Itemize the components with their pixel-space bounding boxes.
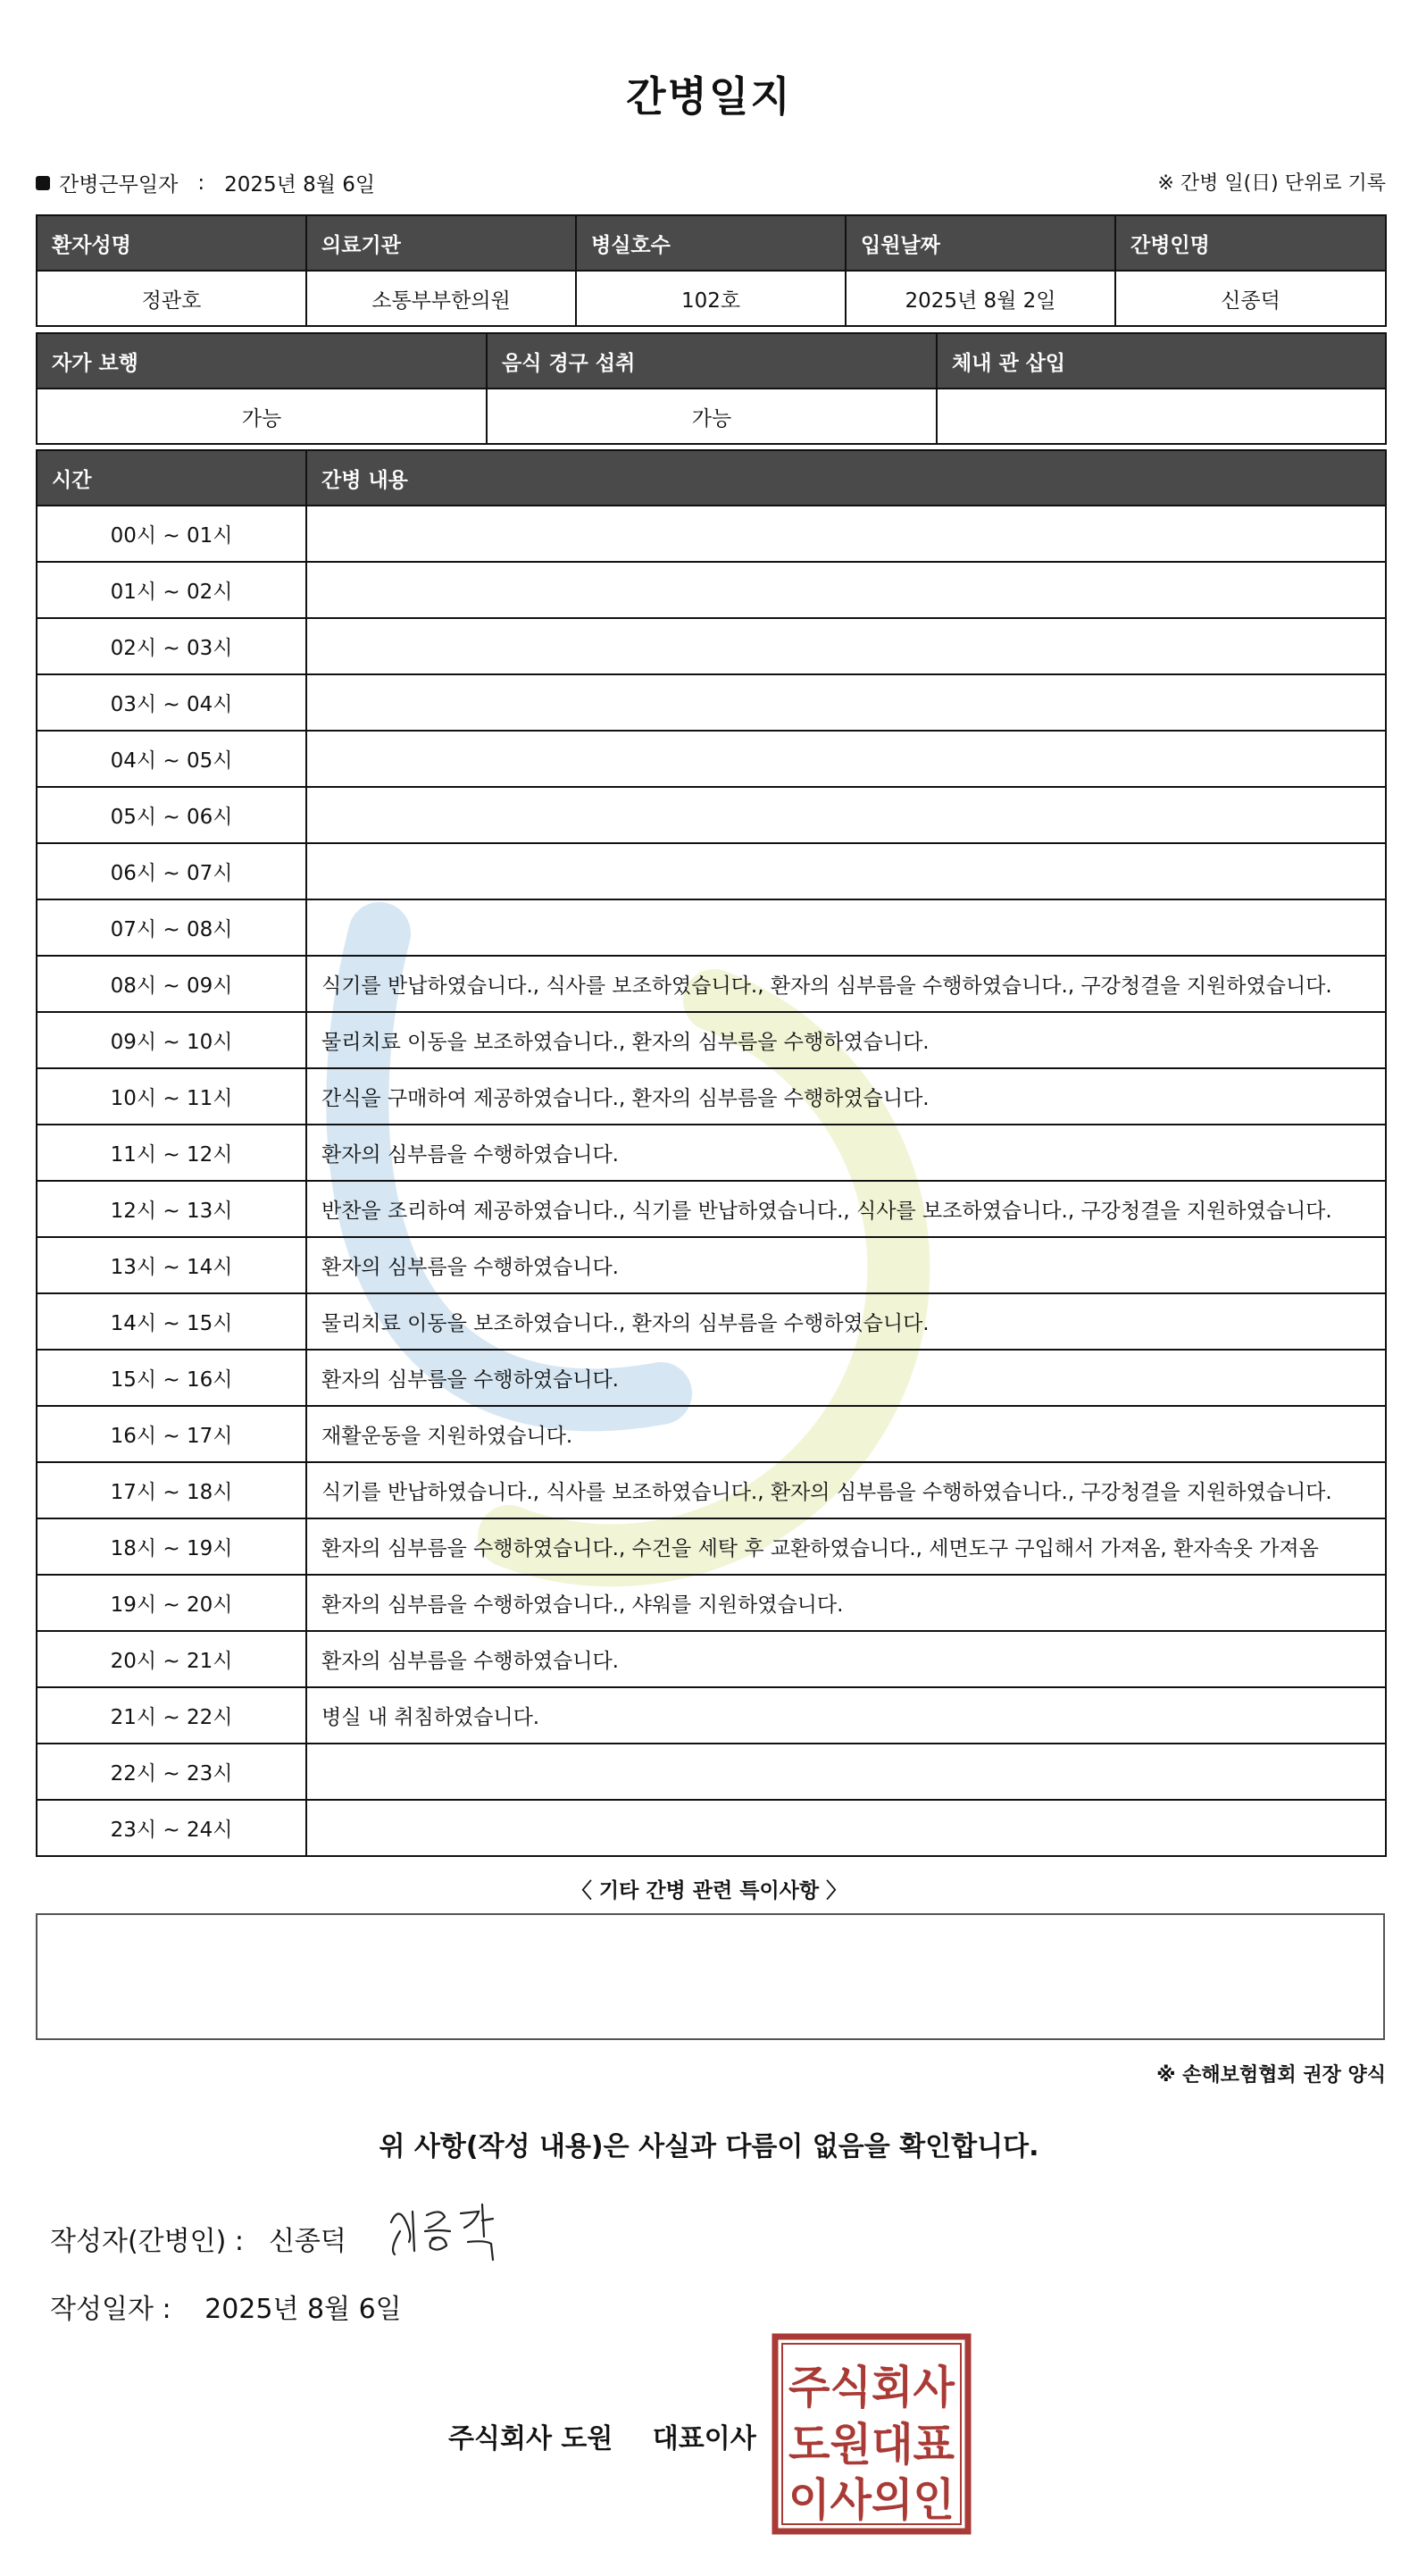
care-log-row [37,1068,1386,1125]
care-log-row [37,1181,1386,1237]
header-tube-insertion: 체내 관 삽입 [937,333,1386,389]
written-date-row [50,2287,402,2326]
care-log-time: 00시 ~ 01시 [37,506,306,562]
care-log-row [37,1462,1386,1518]
care-log-content: 환자의 심부름을 수행하였습니다. [306,1631,1386,1687]
room-number: 102호 [576,271,846,326]
care-log-content: 재활운동을 지원하였습니다. [306,1406,1386,1462]
care-log-content [306,674,1386,731]
work-date-label: 간병근무일자 [59,173,179,197]
care-log-time: 21시 ~ 22시 [37,1687,306,1744]
care-log-content: 반찬을 조리하여 제공하였습니다., 식기를 반납하였습니다., 식사를 보조하였습니다., 구강청결을 지원하였습니다. [306,1181,1386,1237]
oral-intake-value: 가능 [487,389,937,444]
care-log-content: 식기를 반납하였습니다., 식사를 보조하였습니다., 환자의 심부름을 수행하였습니다., 구강청결을 지원하였습니다. [306,956,1386,1012]
form-note: ※ 손해보험협회 권장 양식 [1156,2064,1386,2087]
patient-info-value-row [37,271,1386,326]
header-care-content: 간병 내용 [306,450,1386,506]
care-log-content [306,787,1386,843]
caregiver-name: 신종덕 [1115,271,1386,326]
care-log-time: 18시 ~ 19시 [37,1518,306,1575]
care-log-row [37,1350,1386,1406]
care-log-time: 10시 ~ 11시 [37,1068,306,1125]
care-log-time: 07시 ~ 08시 [37,899,306,956]
care-log-row [37,899,1386,956]
care-log-row [37,1744,1386,1800]
work-date-separator: : [197,171,205,195]
unit-note: ※ 간병 일(日) 단위로 기록 [1157,172,1386,195]
care-log-time: 01시 ~ 02시 [37,562,306,618]
medical-institution: 소통부부한의원 [306,271,576,326]
bullet-square-icon [36,176,50,190]
patient-status-value-row [37,389,1386,444]
company-title: 대표이사 [652,2423,756,2455]
patient-status-table [36,332,1387,445]
care-log-row [37,956,1386,1012]
company-signoff [448,2416,756,2455]
writer-row [50,2219,346,2258]
patient-name: 정관호 [37,271,306,326]
document-title: 간병일지 [626,72,792,121]
care-log-row [37,618,1386,674]
care-log-content [306,618,1386,674]
header-time: 시간 [37,450,306,506]
care-log-header-row [37,450,1386,506]
company-name: 주식회사 도원 [448,2423,613,2455]
care-log-row [37,731,1386,787]
care-log-content: 간식을 구매하여 제공하였습니다., 환자의 심부름을 수행하였습니다. [306,1068,1386,1125]
care-log-row [37,562,1386,618]
care-log-content [306,506,1386,562]
care-log-content [306,562,1386,618]
writer-name: 신종덕 [268,2226,346,2257]
header-caregiver-name: 간병인명 [1115,215,1386,271]
care-log-time: 02시 ~ 03시 [37,618,306,674]
tube-insertion-value [937,389,1386,444]
care-log-time: 11시 ~ 12시 [37,1125,306,1181]
care-log-content: 환자의 심부름을 수행하였습니다. [306,1237,1386,1293]
writer-label: 작성자(간병인) : [50,2226,244,2257]
care-log-row [37,1237,1386,1293]
work-date-row [36,168,375,197]
care-log-row [37,1800,1386,1856]
care-log-content [306,843,1386,899]
care-log-content [306,899,1386,956]
care-log-content: 환자의 심부름을 수행하였습니다. [306,1350,1386,1406]
care-log-time: 08시 ~ 09시 [37,956,306,1012]
patient-info-header-row [37,215,1386,271]
care-log-time: 23시 ~ 24시 [37,1800,306,1856]
header-patient-name: 환자성명 [37,215,306,271]
patient-status-header-row [37,333,1386,389]
care-log-content: 환자의 심부름을 수행하였습니다. [306,1125,1386,1181]
care-log-row [37,1125,1386,1181]
care-log-content: 환자의 심부름을 수행하였습니다., 샤워를 지원하였습니다. [306,1575,1386,1631]
care-log-time: 13시 ~ 14시 [37,1237,306,1293]
care-log-content: 물리치료 이동을 보조하였습니다., 환자의 심부름을 수행하였습니다. [306,1293,1386,1350]
care-log-content [306,1744,1386,1800]
self-walking-value: 가능 [37,389,487,444]
care-log-time: 17시 ~ 18시 [37,1462,306,1518]
care-log-time: 09시 ~ 10시 [37,1012,306,1068]
care-log-content [306,1800,1386,1856]
care-log-body [37,506,1386,1856]
stamp-text-line-1: 주식회사 [788,2362,955,2413]
company-seal-stamp [772,2333,972,2535]
care-log-row [37,1631,1386,1687]
care-log-content: 식기를 반납하였습니다., 식사를 보조하였습니다., 환자의 심부름을 수행하였습니다., 구강청결을 지원하였습니다. [306,1462,1386,1518]
confirmation-statement: 위 사항(작성 내용)은 사실과 다름이 없음을 확인합니다. [379,2131,1039,2162]
care-log-time: 15시 ~ 16시 [37,1350,306,1406]
care-log-time: 04시 ~ 05시 [37,731,306,787]
header-medical-institution: 의료기관 [306,215,576,271]
care-log-time: 19시 ~ 20시 [37,1575,306,1631]
header-room-number: 병실호수 [576,215,846,271]
remarks-box [36,1913,1385,2040]
care-log-time: 12시 ~ 13시 [37,1181,306,1237]
work-date-value: 2025년 8월 6일 [224,173,376,197]
handwritten-signature [382,2195,516,2267]
care-log-content: 환자의 심부름을 수행하였습니다., 수건을 세탁 후 교환하였습니다., 세면도구 구입해서 가져옴, 환자속옷 가져옴 [306,1518,1386,1575]
remarks-title: 〈 기타 간병 관련 특이사항 〉 [571,1879,847,1903]
written-date-value: 2025년 8월 6일 [204,2294,402,2325]
stamp-text-line-2: 도원대표 [788,2419,955,2471]
care-log-time: 20시 ~ 21시 [37,1631,306,1687]
admission-date: 2025년 8월 2일 [846,271,1115,326]
care-log-row [37,843,1386,899]
care-log-row [37,1687,1386,1744]
header-self-walking: 자가 보행 [37,333,487,389]
stamp-text-line-3: 이사의인 [788,2474,955,2526]
care-log-time: 22시 ~ 23시 [37,1744,306,1800]
header-oral-intake: 음식 경구 섭취 [487,333,937,389]
care-log-row [37,1293,1386,1350]
care-log-row [37,506,1386,562]
care-log-row [37,1406,1386,1462]
care-log-row [37,674,1386,731]
care-log-content: 병실 내 취침하였습니다. [306,1687,1386,1744]
care-log-content: 물리치료 이동을 보조하였습니다., 환자의 심부름을 수행하였습니다. [306,1012,1386,1068]
care-log-table [36,449,1387,1857]
header-admission-date: 입원날짜 [846,215,1115,271]
care-log-row [37,1518,1386,1575]
care-log-row [37,1012,1386,1068]
care-log-time: 16시 ~ 17시 [37,1406,306,1462]
care-log-time: 14시 ~ 15시 [37,1293,306,1350]
care-log-time: 03시 ~ 04시 [37,674,306,731]
care-log-time: 06시 ~ 07시 [37,843,306,899]
patient-info-table [36,214,1387,327]
care-log-time: 05시 ~ 06시 [37,787,306,843]
care-log-content [306,731,1386,787]
care-log-row [37,1575,1386,1631]
care-log-row [37,787,1386,843]
written-date-label: 작성일자 : [50,2294,171,2325]
